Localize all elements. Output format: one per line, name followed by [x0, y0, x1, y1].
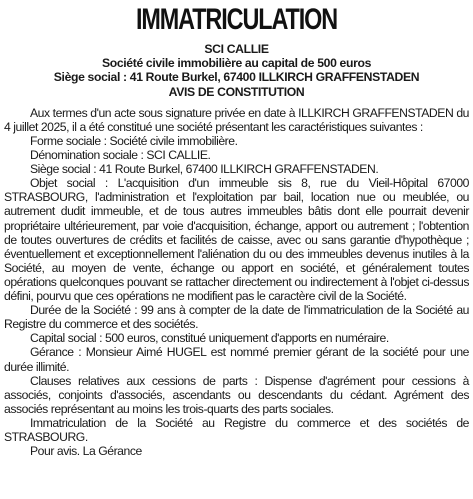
paragraph-intro: Aux termes d'un acte sous signature privée en date à ILLKIRCH GRAFFENSTADEN du 4 juillet 2025, il a été constitué une société présentant les caractéristiques suivantes : [4, 105, 469, 134]
paragraph-company-name: Dénomination sociale : SCI CALLIE. [30, 148, 211, 163]
paragraph-share-transfer: Clauses relatives aux cessions de parts : Dispense d'agrément pour cessions à associés, conjoints d'associés, ascendants ou descendants du cédant. Agrément des associés représentant au moins les trois-quarts des parts sociales. [4, 373, 469, 416]
notice-type: AVIS DE CONSTITUTION [168, 84, 305, 99]
company-description: Société civile immobilière au capital de 500 euros [101, 56, 372, 71]
paragraph-legal-form: Forme sociale : Société civile immobilière. [30, 134, 238, 148]
head-office: Siège social : 41 Route Burkel, 67400 ILLKIRCH GRAFFENSTADEN [53, 70, 420, 85]
paragraph-registration: Immatriculation de la Société au Registre du commerce et des sociétés de STRASBOURG. [4, 415, 469, 444]
paragraph-management: Gérance : Monsieur Aimé HUGEL est nommé premier gérant de la société pour une durée illimité. [4, 345, 469, 374]
paragraph-capital: Capital social : 500 euros, constitué uniquement d'apports en numéraire. [30, 331, 389, 346]
company-name: SCI CALLIE [204, 42, 269, 56]
paragraph-head-office: Siège social : 41 Route Burkel, 67400 ILLKIRCH GRAFFENSTADEN. [30, 162, 379, 177]
paragraph-signature: Pour avis. La Gérance [30, 444, 142, 459]
notice-body [4, 106, 469, 458]
paragraph-corporate-purpose: Objet social : L'acquisition d'un immeuble sis 8, rue du Vieil-Hôpital 67000 STRASBOURG, l'administration et l'exploitation par bail, location nue ou meublée, ou autrement dudit immeuble, et de tous autres immeubles bâtis dont elle pourrait devenir propriétaire ultérieurement, par voie d'acquisition, échange, apport ou autrement ; l'obtention de toutes ouvertures de crédits et facilités de caisse, avec ou sans garantie d'hypothèque ; éventuellement et exceptionnellement l'aliénation du ou des immeubles devenus inutiles à la Société, au moyen de vente, échange ou apport en société, et généralement toutes opérations quelconques pouvant se rattacher directement ou indirectement à l'objet ci-dessus défini, pourvu que ces opérations ne modifient pas le caractère civil de la Société. [4, 176, 469, 304]
paragraph-duration: Durée de la Société : 99 ans à compter de la date de l'immatriculation de la Société au Registre du commerce et des sociétés. [4, 303, 469, 332]
notice-title: IMMATRICULATION [135, 3, 338, 36]
